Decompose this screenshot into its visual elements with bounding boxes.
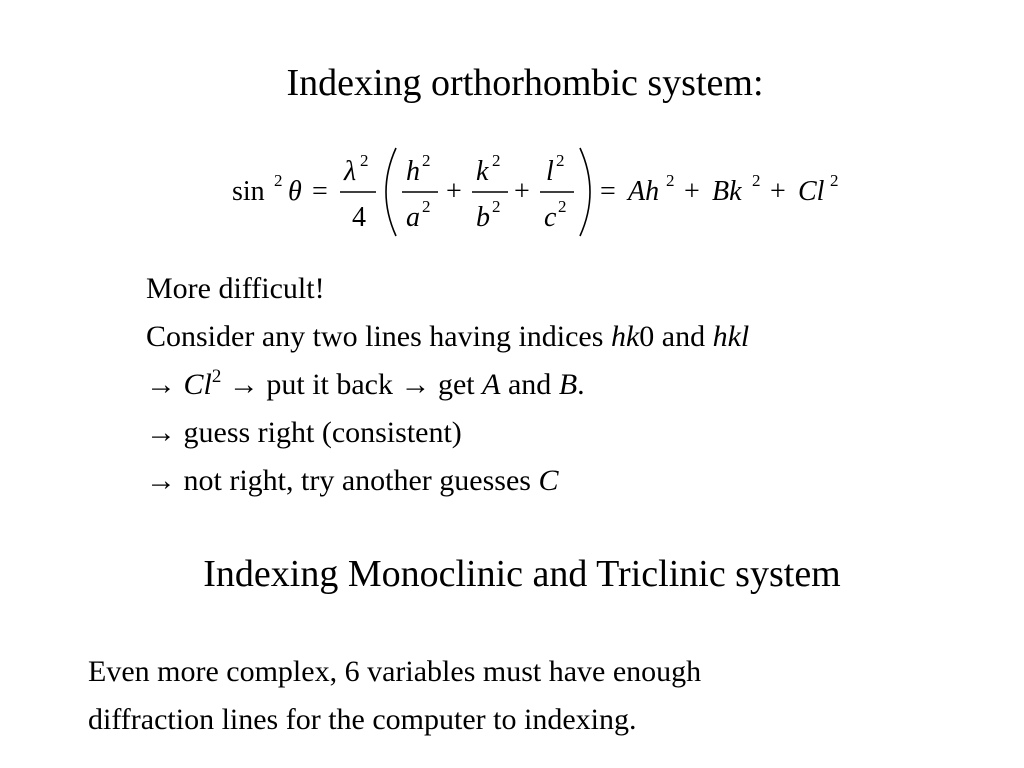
- var-C: C: [538, 464, 559, 497]
- line-put-back: [146, 361, 749, 409]
- eq-four: 4: [352, 202, 366, 233]
- procedure-text: [146, 265, 749, 505]
- line-not-right-text: → not right, try another guesses: [146, 464, 539, 497]
- eq-plus-4: +: [770, 176, 786, 207]
- eq-theta: θ: [288, 176, 302, 207]
- eq-plus-3: +: [684, 176, 700, 207]
- var-A: A: [482, 368, 501, 401]
- index-hkl: hkl: [712, 320, 750, 353]
- term-cl: Cl: [183, 368, 212, 401]
- eq-left-paren: [386, 148, 396, 236]
- eq-plus-1: +: [446, 176, 462, 207]
- eq-equals-2: =: [600, 176, 616, 207]
- slide-title-orthorhombic: Indexing orthorhombic system:: [286, 62, 764, 104]
- eq-k: k: [476, 156, 489, 187]
- eq-Ah-exp: 2: [666, 171, 675, 190]
- line-guess-right: → guess right (consistent): [146, 416, 462, 449]
- eq-Bk-exp: 2: [752, 171, 761, 190]
- equation-sin2theta: [226, 140, 866, 240]
- index-hk: hk: [610, 320, 640, 353]
- eq-l: l: [546, 156, 554, 187]
- eq-equals-1: =: [312, 176, 328, 207]
- line-more-difficult: More difficult!: [146, 272, 325, 305]
- line-put-back-and: and: [500, 368, 559, 401]
- paragraph-line-2: diffraction lines for the computer to indexing.: [88, 703, 637, 736]
- eq-Bk: Bk: [712, 176, 742, 207]
- eq-lambda: λ: [344, 156, 357, 187]
- eq-l-exp: 2: [556, 151, 565, 170]
- line-consider-and: 0 and: [639, 320, 713, 353]
- eq-plus-2: +: [514, 176, 530, 207]
- arrow-icon: →: [146, 368, 184, 401]
- paragraph-line-1: Even more complex, 6 variables must have enough: [88, 655, 702, 688]
- paragraph-complexity: [88, 648, 701, 744]
- slide-title-monoclinic: Indexing Monoclinic and Triclinic system: [203, 553, 841, 595]
- eq-Ah: Ah: [628, 176, 660, 207]
- eq-a-exp: 2: [422, 197, 431, 216]
- eq-c-exp: 2: [558, 197, 567, 216]
- line-put-back-period: .: [577, 368, 585, 401]
- eq-h-exp: 2: [422, 151, 431, 170]
- eq-sin-exp: 2: [274, 171, 283, 190]
- eq-b-exp: 2: [492, 197, 501, 216]
- line-consider: [146, 313, 749, 361]
- line-put-back-text: → put it back → get: [221, 368, 483, 401]
- eq-Cl: Cl: [798, 176, 825, 207]
- line-not-right: [146, 457, 749, 505]
- eq-right-paren: [580, 148, 590, 236]
- var-B: B: [558, 368, 578, 401]
- term-cl-exp: 2: [211, 366, 222, 387]
- eq-k-exp: 2: [492, 151, 501, 170]
- eq-h: h: [406, 156, 420, 187]
- eq-a: a: [406, 202, 420, 233]
- eq-lambda-exp: 2: [360, 151, 369, 170]
- eq-c: c: [544, 202, 557, 233]
- eq-Cl-exp: 2: [830, 171, 839, 190]
- line-consider-text: Consider any two lines having indices: [146, 320, 611, 353]
- eq-b: b: [476, 202, 490, 233]
- eq-sin: sin: [232, 176, 265, 207]
